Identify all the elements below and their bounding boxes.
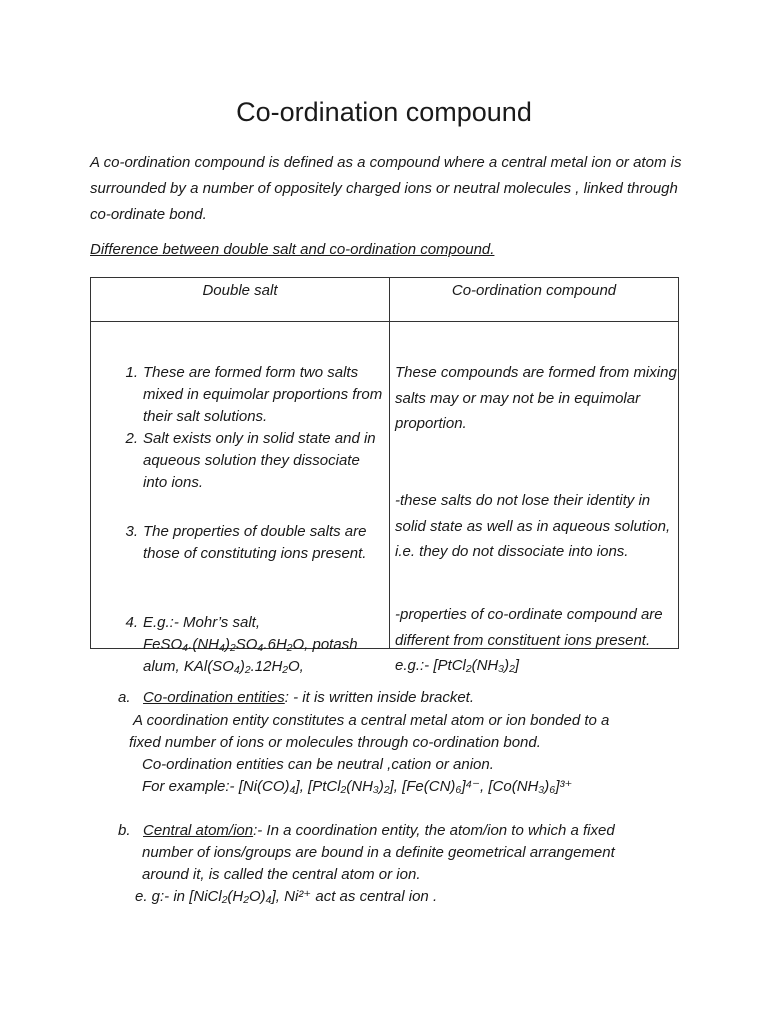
list-number: 3.	[125, 523, 138, 540]
page-title: Co-ordination compound	[236, 97, 532, 127]
double-salt-cell	[91, 322, 390, 675]
table-subheading: Difference between double salt and co-ordination compound.	[90, 241, 495, 258]
note-a-line: A coordination entity constitutes a central metal atom or ion bonded to a	[133, 712, 610, 729]
list-text-line: FeSO₄.(NH₄)₂SO₄.6H₂O, potash alum, KAl(SO₄)₂.12H₂O,	[143, 636, 358, 675]
table-header-coordination-compound: Co-ordination compound	[390, 278, 679, 322]
list-text-line: E.g.:- Mohr’s salt,	[143, 614, 260, 631]
note-a-example: For example:- [Ni(CO)₄], [PtCl₂(NH₃)₂], [Fe(CN)₆]⁴⁻, [Co(NH₃)₆]³⁺	[142, 778, 573, 795]
note-b-example: e. g:- in [NiCl₂(H₂O)₄], Ni²⁺ act as central ion .	[135, 888, 438, 905]
note-a-term: Co-ordination entities	[143, 689, 285, 706]
note-a-line: fixed number of ions or molecules through co-ordination bond.	[129, 734, 541, 751]
list-text: The properties of double salts are those of constituting ions present.	[143, 523, 367, 562]
cell-paragraph: -properties of co-ordinate compound are different from constituent ions present. e.g.:- [PtCl₂(NH₃)₂]	[395, 606, 663, 674]
list-number: 1.	[125, 364, 138, 381]
list-text: These are formed form two salts mixed in equimolar proportions from their salt solutions.	[143, 364, 383, 425]
coordination-compound-cell	[390, 322, 679, 674]
list-text	[143, 612, 383, 678]
list-number: 2.	[125, 430, 138, 447]
list-number: 4.	[125, 614, 138, 631]
note-b-label: b.	[118, 822, 131, 839]
cell-paragraph: These compounds are formed from mixing salts may or may not be in equimolar proportion.	[395, 364, 677, 432]
note-b-line: around it, is called the central atom or ion.	[142, 866, 421, 883]
list-text: Salt exists only in solid state and in aqueous solution they dissociate into ions.	[143, 430, 376, 491]
note-b-line: number of ions/groups are bound in a definite geometrical arrangement	[142, 844, 615, 861]
note-a-line	[118, 687, 474, 709]
note-a-line: Co-ordination entities can be neutral ,cation or anion.	[142, 756, 494, 773]
intro-paragraph: A co-ordination compound is defined as a compound where a central metal ion or atom is surrounded by a number of oppositely charged ions or neutral molecules , linked through co-ordinate bond.	[90, 154, 682, 223]
note-b-term: Central atom/ion	[143, 822, 254, 839]
table-header-double-salt: Double salt	[91, 278, 390, 322]
comparison-table	[90, 277, 679, 675]
note-b-text: :- In a coordination entity, the atom/ion to which a fixed	[253, 822, 615, 839]
cell-paragraph: -these salts do not lose their identity in solid state as well as in aqueous solution, i.e. they do not dissociate into ions.	[395, 492, 671, 560]
note-a-label: a.	[118, 689, 131, 706]
note-b-line	[118, 820, 615, 842]
note-a-text: : - it is written inside bracket.	[284, 689, 475, 706]
